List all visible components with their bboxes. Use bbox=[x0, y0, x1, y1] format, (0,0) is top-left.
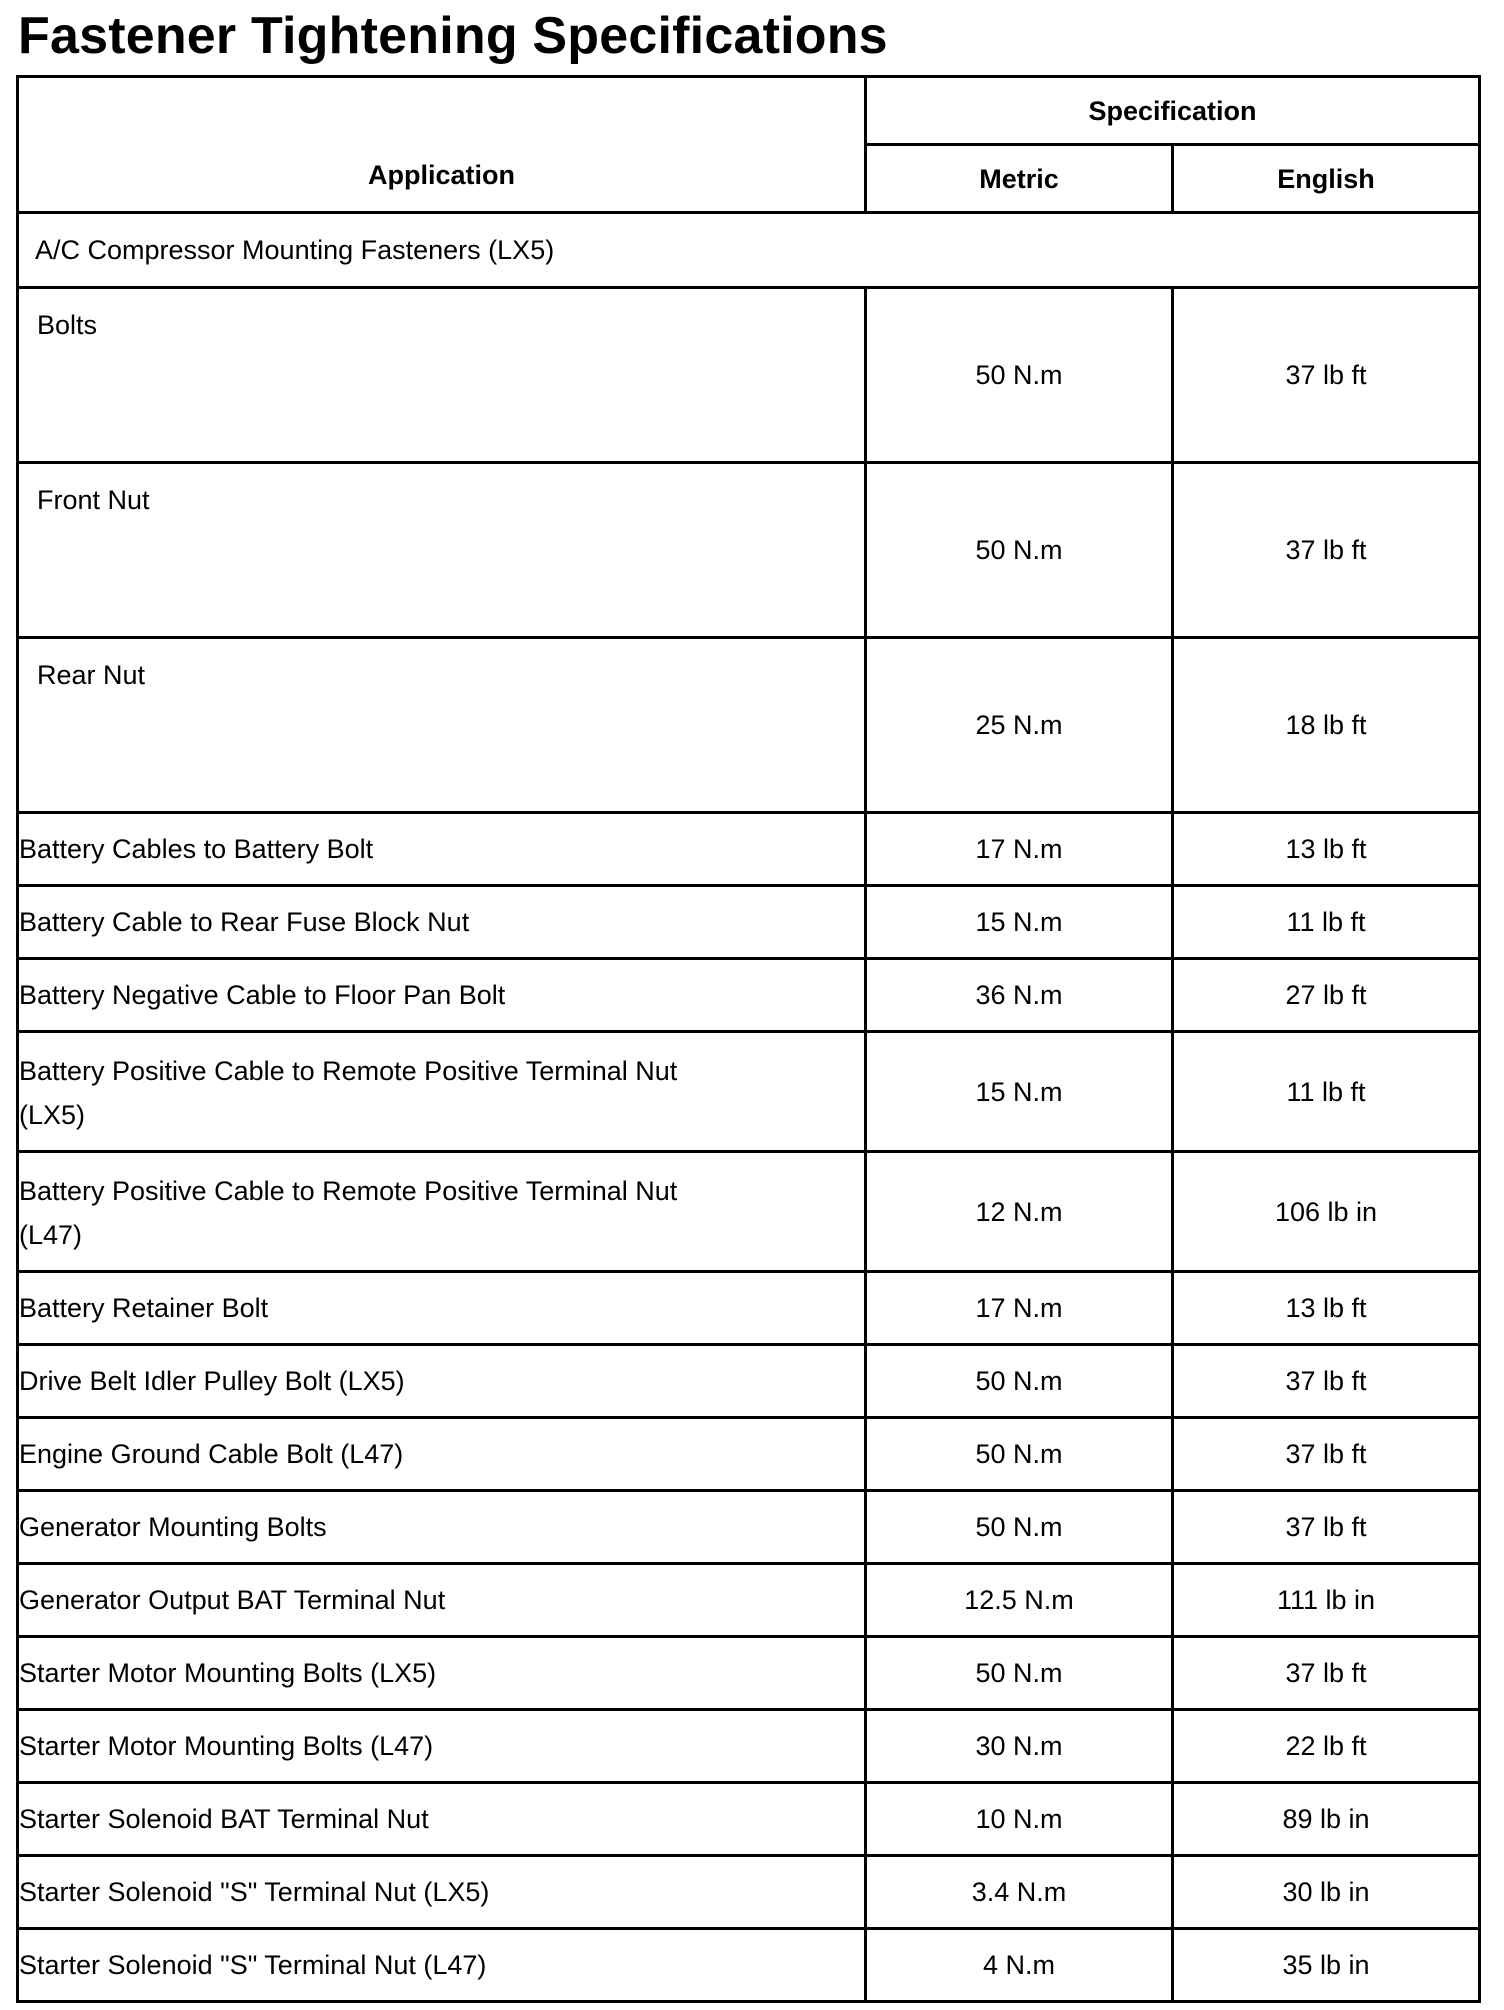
table-row bbox=[18, 1272, 1480, 1345]
english-cell: 89 lb in bbox=[1173, 1783, 1480, 1856]
english-cell: 37 lb ft bbox=[1173, 1345, 1480, 1418]
metric-cell: 36 N.m bbox=[866, 959, 1173, 1032]
english-cell: 22 lb ft bbox=[1173, 1710, 1480, 1783]
column-header-application: Application bbox=[18, 77, 866, 213]
application-cell: Battery Negative Cable to Floor Pan Bolt bbox=[18, 959, 866, 1032]
table-row bbox=[18, 1418, 1480, 1491]
english-cell: 13 lb ft bbox=[1173, 813, 1480, 886]
metric-cell: 15 N.m bbox=[866, 1032, 1173, 1152]
metric-cell: 12 N.m bbox=[866, 1152, 1173, 1272]
metric-cell: 50 N.m bbox=[866, 1345, 1173, 1418]
table-row bbox=[18, 1856, 1480, 1929]
english-cell: 30 lb in bbox=[1173, 1856, 1480, 1929]
metric-cell: 50 N.m bbox=[866, 463, 1173, 638]
application-cell: Battery Cable to Rear Fuse Block Nut bbox=[18, 886, 866, 959]
english-cell: 37 lb ft bbox=[1173, 288, 1480, 463]
table-row bbox=[18, 1491, 1480, 1564]
metric-cell: 50 N.m bbox=[866, 1491, 1173, 1564]
application-text: Battery Positive Cable to Remote Positive Terminal Nut (L47) bbox=[19, 1175, 678, 1250]
table-row bbox=[18, 1710, 1480, 1783]
table-row bbox=[18, 1564, 1480, 1637]
spec-table bbox=[16, 75, 1481, 2003]
metric-cell: 4 N.m bbox=[866, 1929, 1173, 2002]
metric-cell: 3.4 N.m bbox=[866, 1856, 1173, 1929]
metric-cell: 50 N.m bbox=[866, 288, 1173, 463]
application-cell: Starter Motor Mounting Bolts (LX5) bbox=[18, 1637, 866, 1710]
application-cell: Starter Solenoid BAT Terminal Nut bbox=[18, 1783, 866, 1856]
metric-cell: 12.5 N.m bbox=[866, 1564, 1173, 1637]
table-row bbox=[18, 1032, 1480, 1152]
table-row bbox=[18, 813, 1480, 886]
group-row bbox=[18, 213, 1480, 288]
column-header-metric: Metric bbox=[866, 145, 1173, 213]
column-header-english: English bbox=[1173, 145, 1480, 213]
application-text: Battery Positive Cable to Remote Positive Terminal Nut (LX5) bbox=[19, 1055, 678, 1130]
application-cell bbox=[18, 1032, 866, 1152]
table-row bbox=[18, 1637, 1480, 1710]
application-cell: Generator Output BAT Terminal Nut bbox=[18, 1564, 866, 1637]
column-header-specification: Specification bbox=[866, 77, 1480, 145]
metric-cell: 50 N.m bbox=[866, 1637, 1173, 1710]
table-row bbox=[18, 959, 1480, 1032]
application-cell: Generator Mounting Bolts bbox=[18, 1491, 866, 1564]
english-cell: 111 lb in bbox=[1173, 1564, 1480, 1637]
table-row bbox=[18, 638, 1480, 813]
application-cell: Engine Ground Cable Bolt (L47) bbox=[18, 1418, 866, 1491]
english-cell: 37 lb ft bbox=[1173, 463, 1480, 638]
english-cell: 37 lb ft bbox=[1173, 1418, 1480, 1491]
english-cell: 27 lb ft bbox=[1173, 959, 1480, 1032]
metric-cell: 17 N.m bbox=[866, 1272, 1173, 1345]
application-cell: Starter Solenoid "S" Terminal Nut (L47) bbox=[18, 1929, 866, 2002]
table-row bbox=[18, 1345, 1480, 1418]
table-row bbox=[18, 886, 1480, 959]
table-row bbox=[18, 1783, 1480, 1856]
english-cell: 13 lb ft bbox=[1173, 1272, 1480, 1345]
application-cell: Front Nut bbox=[18, 463, 866, 638]
application-cell: Starter Motor Mounting Bolts (L47) bbox=[18, 1710, 866, 1783]
english-cell: 18 lb ft bbox=[1173, 638, 1480, 813]
english-cell: 106 lb in bbox=[1173, 1152, 1480, 1272]
english-cell: 11 lb ft bbox=[1173, 1032, 1480, 1152]
metric-cell: 50 N.m bbox=[866, 1418, 1173, 1491]
english-cell: 11 lb ft bbox=[1173, 886, 1480, 959]
metric-cell: 17 N.m bbox=[866, 813, 1173, 886]
application-cell: Battery Retainer Bolt bbox=[18, 1272, 866, 1345]
header-row bbox=[18, 77, 1480, 145]
page-title: Fastener Tightening Specifications bbox=[18, 7, 888, 65]
application-cell: Starter Solenoid "S" Terminal Nut (LX5) bbox=[18, 1856, 866, 1929]
metric-cell: 10 N.m bbox=[866, 1783, 1173, 1856]
table-row bbox=[18, 1152, 1480, 1272]
english-cell: 37 lb ft bbox=[1173, 1491, 1480, 1564]
table-row bbox=[18, 1929, 1480, 2002]
application-cell bbox=[18, 1152, 866, 1272]
english-cell: 37 lb ft bbox=[1173, 1637, 1480, 1710]
metric-cell: 15 N.m bbox=[866, 886, 1173, 959]
english-cell: 35 lb in bbox=[1173, 1929, 1480, 2002]
metric-cell: 25 N.m bbox=[866, 638, 1173, 813]
application-cell: Rear Nut bbox=[18, 638, 866, 813]
group-label: A/C Compressor Mounting Fasteners (LX5) bbox=[18, 213, 1480, 288]
metric-cell: 30 N.m bbox=[866, 1710, 1173, 1783]
table-row bbox=[18, 288, 1480, 463]
application-cell: Bolts bbox=[18, 288, 866, 463]
application-cell: Drive Belt Idler Pulley Bolt (LX5) bbox=[18, 1345, 866, 1418]
application-cell: Battery Cables to Battery Bolt bbox=[18, 813, 866, 886]
table-row bbox=[18, 463, 1480, 638]
